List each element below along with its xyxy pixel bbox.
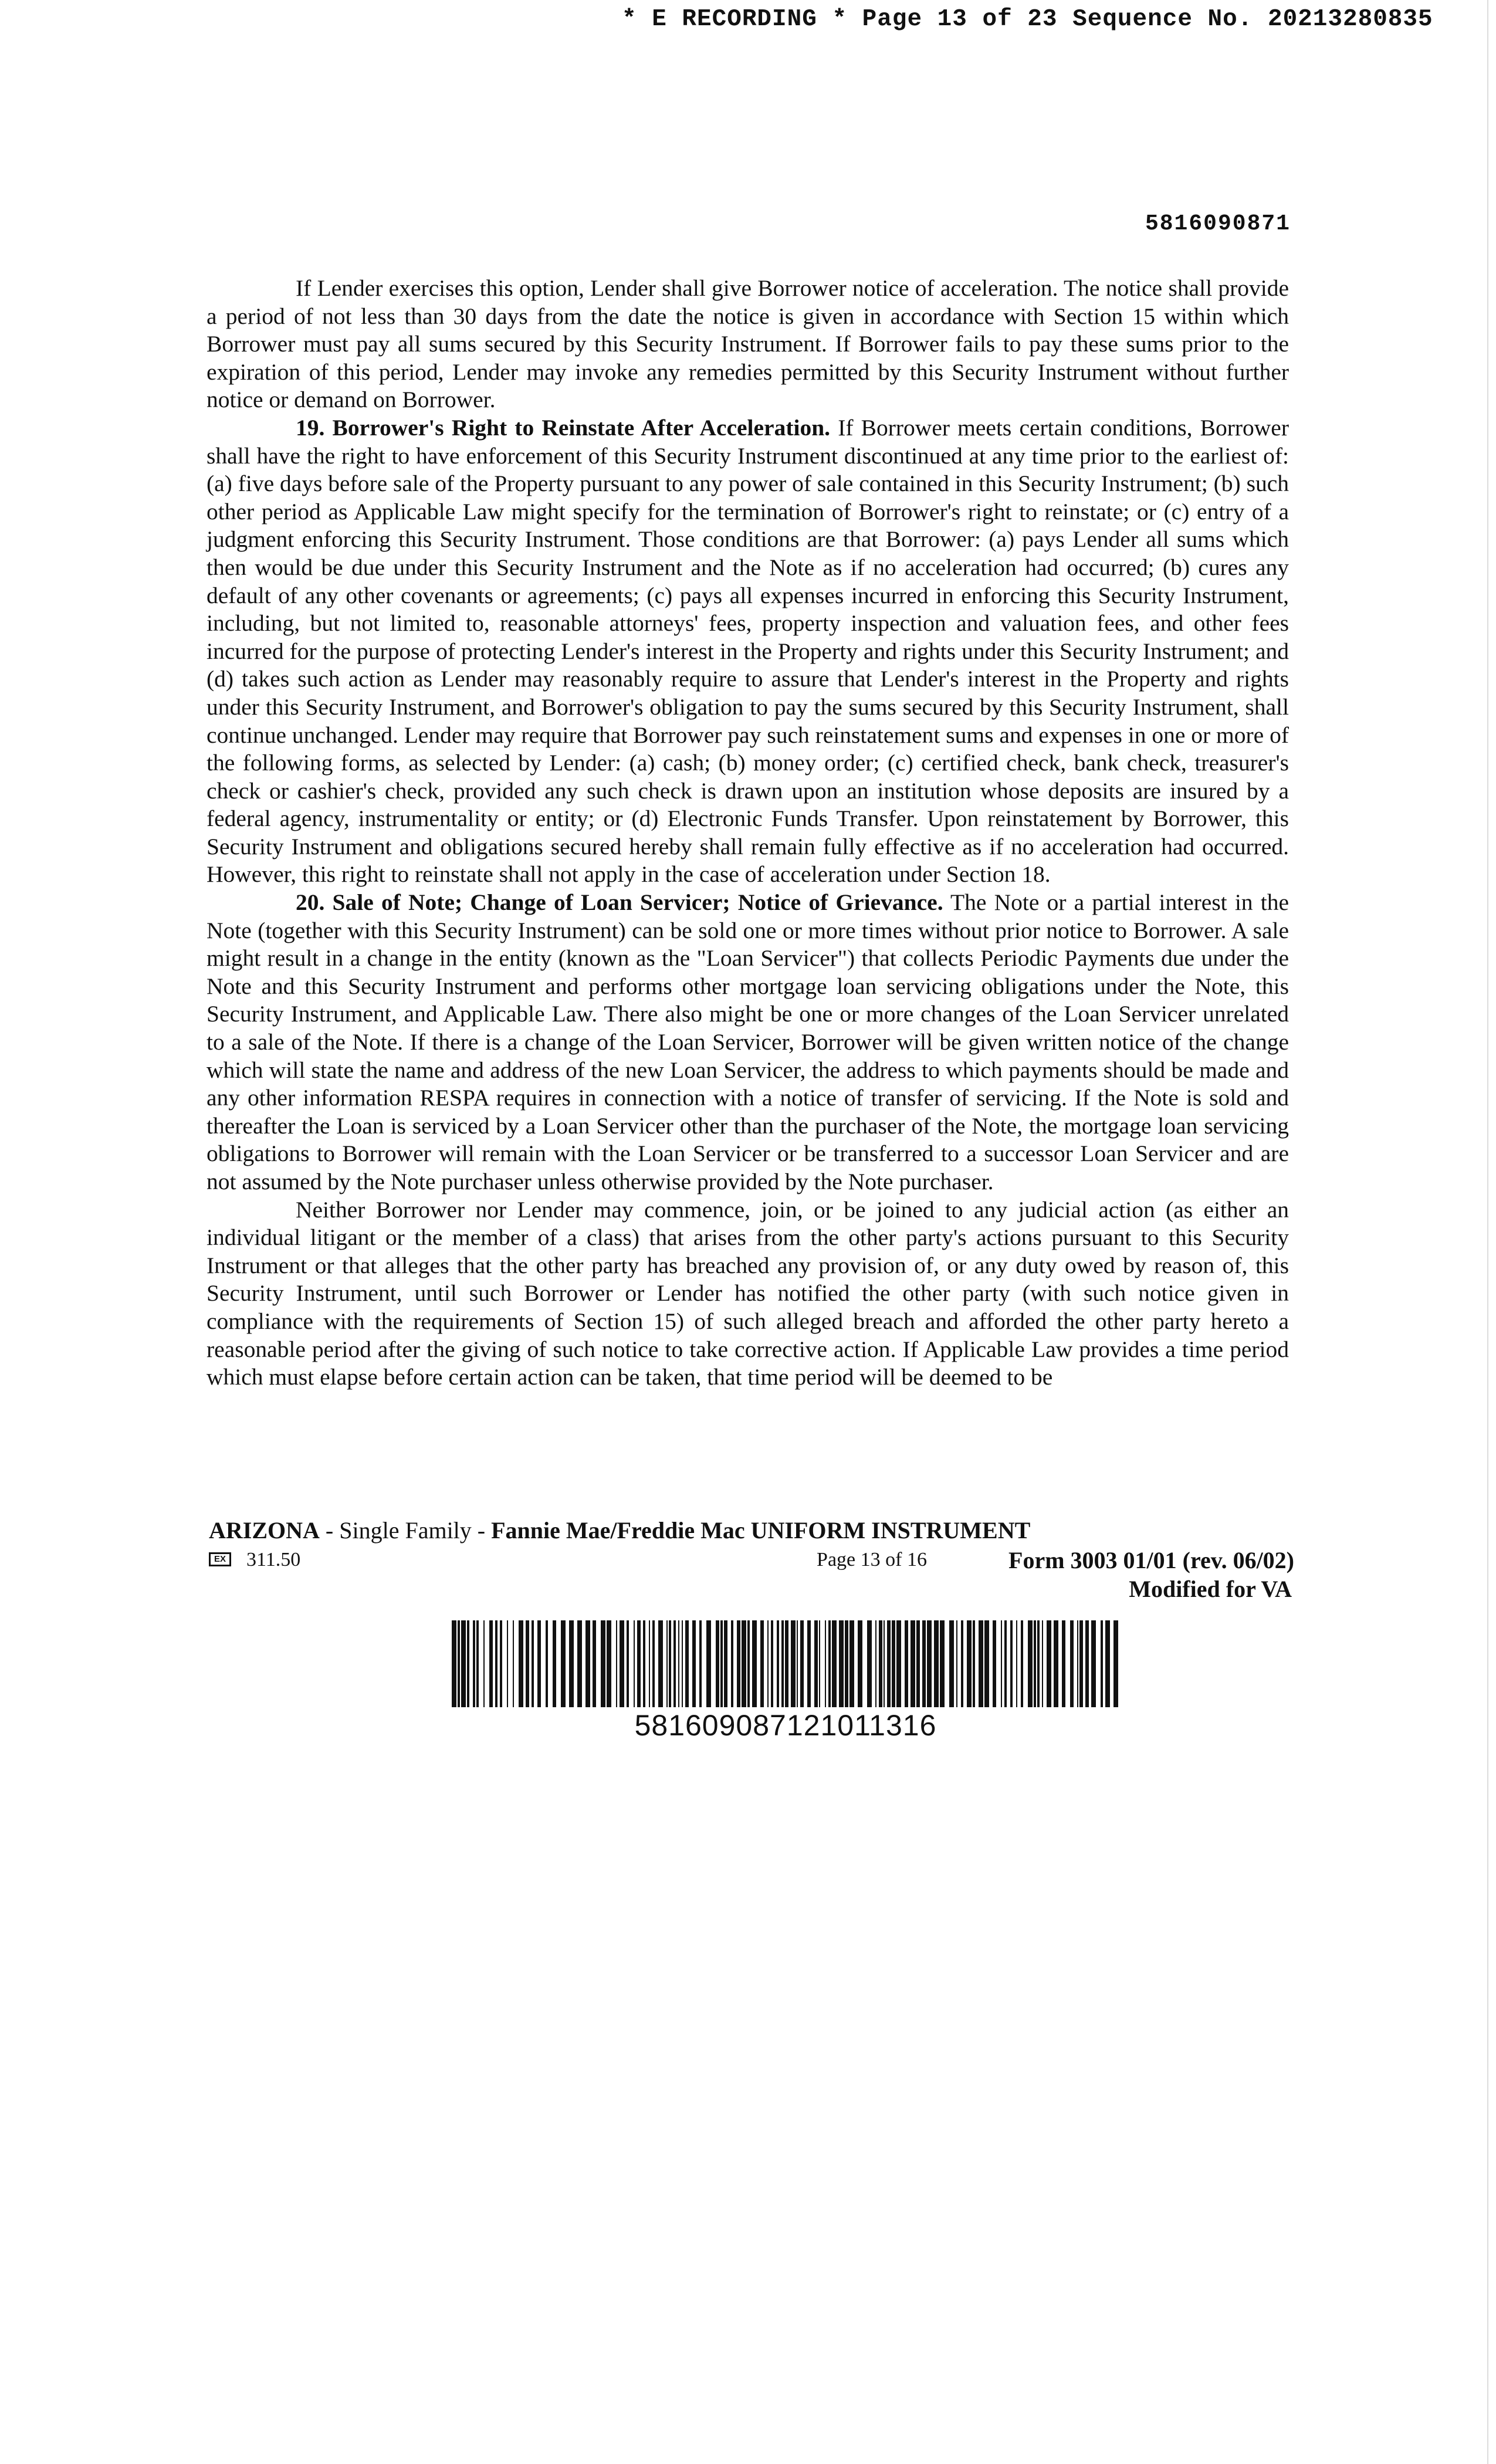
barcode-bar <box>546 1620 548 1707</box>
barcode-bar <box>685 1620 689 1707</box>
barcode-bar <box>767 1620 769 1707</box>
barcode-bar <box>699 1620 702 1707</box>
barcode-bar <box>849 1620 854 1707</box>
barcode-bar <box>458 1620 460 1707</box>
scan-edge <box>1487 0 1488 2464</box>
barcode-bar <box>979 1620 983 1707</box>
barcode-bar <box>845 1620 848 1707</box>
form-code: 311.50 <box>246 1549 301 1571</box>
section-19-heading: 19. Borrower's Right to Reinstate After Acceleration. <box>296 414 831 441</box>
barcode-bar <box>1010 1620 1013 1707</box>
barcode-bar <box>922 1620 926 1707</box>
barcode-bar <box>911 1620 915 1707</box>
barcode-bar <box>984 1620 989 1707</box>
barcode-bar <box>961 1620 963 1707</box>
barcode-bar <box>1016 1620 1017 1707</box>
barcode-bar <box>716 1620 719 1707</box>
barcode-bar <box>706 1620 711 1707</box>
barcode-bar <box>777 1620 779 1707</box>
section-20 <box>207 889 1289 1196</box>
barcode-bar <box>1062 1620 1065 1707</box>
barcode-bar <box>1047 1620 1051 1707</box>
footer-title <box>209 1517 1294 1544</box>
footer-instrument: Fannie Mae/Freddie Mac UNIFORM INSTRUMENT <box>491 1517 1031 1544</box>
barcode-bar <box>452 1620 456 1707</box>
barcode-bar <box>666 1620 668 1707</box>
barcode-bar <box>967 1620 972 1707</box>
barcode-bar <box>747 1620 750 1707</box>
barcode-bar <box>620 1620 624 1707</box>
barcode-bar <box>593 1620 596 1707</box>
barcode-bar <box>537 1620 541 1707</box>
modified-for-va: Modified for VA <box>1129 1576 1292 1602</box>
barcode-bar <box>507 1620 508 1707</box>
barcode-bar <box>828 1620 831 1707</box>
barcode-bar <box>658 1620 663 1707</box>
barcode-digits: 581609087121011316 <box>634 1709 937 1742</box>
barcode-bar <box>616 1620 617 1707</box>
barcode-bar <box>577 1620 582 1707</box>
barcode-bar <box>814 1620 818 1707</box>
barcode-bar <box>800 1620 804 1707</box>
barcode-bar <box>875 1620 876 1707</box>
barcode-bar <box>949 1620 954 1707</box>
barcode-bar <box>916 1620 920 1707</box>
barcode-bar <box>720 1620 723 1707</box>
barcode-bar <box>1105 1620 1110 1707</box>
footer-state: ARIZONA <box>209 1517 320 1544</box>
barcode-bar <box>737 1620 740 1707</box>
barcode-bar <box>519 1620 523 1707</box>
barcode-bar <box>652 1620 655 1707</box>
barcode-bar <box>585 1620 590 1707</box>
barcode-bar <box>771 1620 773 1707</box>
section-19-text: If Borrower meets certain conditions, Borrower shall have the right to have enforcement of this Security Instrument discontinued at any time prior to the earliest of: (a) five days before sale of the Property pursuant to any power of sale contained in this Security Instrument; (b) such other period as Applicable Law might specify for the termination of Borrower's right to reinstate; or (c) entry of a judgment enforcing this Security Instrument. Those conditions are that Borrower: (a) pays Lender all sums which then would be due under this Security Instrument and the Note as if no acceleration had occurred; (b) cures any default of any other covenants or agreements; (c) pays all expenses incurred in enforcing this Security Instrument, including, but not limited to, reasonable attorneys' fees, property inspection and valuation fees, and other fees incurred for the purpose of protecting Lender's interest in the Property and rights under this Security Instrument; and (d) takes such action as Lender may reasonably require to assure that Lender's interest in the Property and rights under this Security Instrument, and Borrower's obligation to pay the sums secured by this Security Instrument, shall continue unchanged. Lender may require that Borrower pay such reinstatement sums and expenses in one or more of the following forms, as selected by Lender: (a) cash; (b) money order; (c) certified check, bank check, treasurer's check or cashier's check, provided any such check is drawn upon an institution whose deposits are insured by a federal agency, instrumentality or entity; or (d) Electronic Funds Transfer. Upon reinstatement by Borrower, this Security Instrument and obligations secured hereby shall remain fully effective as if no acceleration had occurred. However, this right to reinstate shall not apply in the case of acceleration under Section 18. <box>207 414 1289 888</box>
barcode-bar <box>858 1620 862 1707</box>
barcode-bar <box>760 1620 764 1707</box>
barcode-bar <box>973 1620 975 1707</box>
barcode-bar <box>1042 1620 1043 1707</box>
section-20-text: The Note or a partial interest in the Note (together with this Security Instrument) can be sold one or more times without prior notice to Borrower. A sale might result in a change in the entity (known as the "Loan Servicer") that collects Periodic Payments due under the Note and this Security Instrument and performs other mortgage loan servicing obligations under the Note, this Security Instrument, and Applicable Law. There also might be one or more changes of the Loan Servicer unrelated to a sale of the Note. If there is a change of the Loan Servicer, Borrower will be given written notice of the change which will state the name and address of the new Loan Servicer, the address to which payments should be made and any other information RESPA requires in connection with a notice of transfer of servicing. If the Note is sold and thereafter the Loan is serviced by a Loan Servicer other than the purchaser of the Note, the mortgage loan servicing obligations to Borrower will remain with the Loan Servicer or be transferred to a successor Loan Servicer and are not assumed by the Note purchaser unless otherwise provided by the Note purchaser. <box>207 889 1289 1194</box>
barcode-bar <box>724 1620 727 1707</box>
barcode-bar <box>467 1620 469 1707</box>
barcode-bar <box>832 1620 837 1707</box>
barcode-bar <box>879 1620 882 1707</box>
barcode-bar <box>785 1620 788 1707</box>
section-20-heading: 20. Sale of Note; Change of Loan Servicer; Notice of Grievance. <box>296 889 943 916</box>
form-number: Form 3003 01/01 (rev. 06/02) <box>1008 1547 1294 1573</box>
barcode-bar <box>927 1620 932 1707</box>
barcode-bar <box>1037 1620 1040 1707</box>
loan-number: 5816090871 <box>1145 211 1291 236</box>
barcode-bar <box>752 1620 757 1707</box>
barcode-bar <box>791 1620 796 1707</box>
barcode-bar <box>1101 1620 1103 1707</box>
barcode-bar <box>807 1620 811 1707</box>
barcode-bar <box>673 1620 676 1707</box>
barcode-bar <box>601 1620 605 1707</box>
barcode-bar <box>781 1620 784 1707</box>
barcode-bar <box>940 1620 945 1707</box>
barcode-bar <box>839 1620 844 1707</box>
barcode-bar <box>607 1620 611 1707</box>
barcode-bar <box>692 1620 696 1707</box>
barcode-bar <box>731 1620 733 1707</box>
barcode-bar <box>1034 1620 1036 1707</box>
barcode-bar <box>649 1620 650 1707</box>
barcode-bar <box>884 1620 885 1707</box>
barcode-bar <box>634 1620 635 1707</box>
barcode-bar <box>627 1620 629 1707</box>
barcode-bar <box>905 1620 908 1707</box>
barcode-bar <box>513 1620 514 1707</box>
barcode-bar <box>569 1620 574 1707</box>
barcode-bar <box>495 1620 497 1707</box>
barcode-bar <box>867 1620 872 1707</box>
barcode-bar <box>669 1620 671 1707</box>
barcode-bar <box>956 1620 957 1707</box>
barcode-bar <box>1028 1620 1033 1707</box>
barcode-bar <box>643 1620 645 1707</box>
barcode-bar <box>532 1620 534 1707</box>
barcode-bar <box>1079 1620 1083 1707</box>
barcode-bar <box>887 1620 891 1707</box>
barcode-bar <box>1054 1620 1058 1707</box>
footer-separator: - Single Family - <box>319 1517 492 1544</box>
barcode-bar <box>825 1620 826 1707</box>
page-number: Page 13 of 16 <box>817 1549 927 1571</box>
barcode-bar <box>797 1620 798 1707</box>
barcode-bar <box>553 1620 556 1707</box>
barcode-bar <box>489 1620 493 1707</box>
barcode-bar <box>461 1620 466 1707</box>
barcode-bar <box>1085 1620 1089 1707</box>
barcode-bar <box>892 1620 895 1707</box>
barcode-bar <box>1077 1620 1078 1707</box>
barcode-bar <box>637 1620 641 1707</box>
barcode-bar <box>819 1620 820 1707</box>
barcode-bar <box>678 1620 679 1707</box>
barcode-bar <box>476 1620 479 1707</box>
barcode-bar <box>742 1620 746 1707</box>
barcode-bar <box>473 1620 475 1707</box>
barcode-bar <box>526 1620 529 1707</box>
barcode-bar <box>500 1620 502 1707</box>
barcode-bar <box>1021 1620 1023 1707</box>
barcode-bar <box>1004 1620 1007 1707</box>
barcode-bar <box>1113 1620 1118 1707</box>
footer-row <box>209 1549 1294 1575</box>
ex-logo-icon: EX <box>209 1552 231 1566</box>
document-body <box>207 275 1289 1392</box>
recording-header: * E RECORDING * Page 13 of 23 Sequence No. 20213280835 <box>622 6 1433 33</box>
barcode-bar <box>561 1620 566 1707</box>
paragraph-judicial-action: Neither Borrower nor Lender may commence, join, or be joined to any judicial action (as either an individual litigant or the member of a class) that arises from the other party's actions pursuant to this Security Instrument or that alleges that the other party has breached any provision of, or any duty owed by reason of, this Security Instrument, until such Borrower or Lender has notified the other party (with such notice given in compliance with the requirements of Section 15) of such alleged breach and afforded the other party hereto a reasonable period after the giving of such notice to take corrective action. If Applicable Law provides a time period which must elapse before certain action can be taken, that time period will be deemed to be <box>207 1196 1289 1390</box>
barcode-bar <box>1001 1620 1002 1707</box>
barcode-bar <box>1070 1620 1074 1707</box>
barcode-bar <box>682 1620 683 1707</box>
barcode-bar <box>1091 1620 1096 1707</box>
barcode-icon <box>452 1620 1119 1707</box>
section-19 <box>207 414 1289 889</box>
barcode-bar <box>934 1620 939 1707</box>
barcode-bar <box>896 1620 901 1707</box>
paragraph-acceleration-notice: If Lender exercises this option, Lender shall give Borrower notice of acceleration. The notice shall provide a period of not less than 30 days from the date the notice is given in accordance with Section 15 within which Borrower must pay all sums secured by this Security Instrument. If Borrower fails to pay these sums prior to the expiration of this period, Lender may invoke any remedies permitted by this Security Instrument without further notice or demand on Borrower. <box>207 275 1289 413</box>
barcode-bar <box>993 1620 996 1707</box>
barcode-bar <box>483 1620 485 1707</box>
